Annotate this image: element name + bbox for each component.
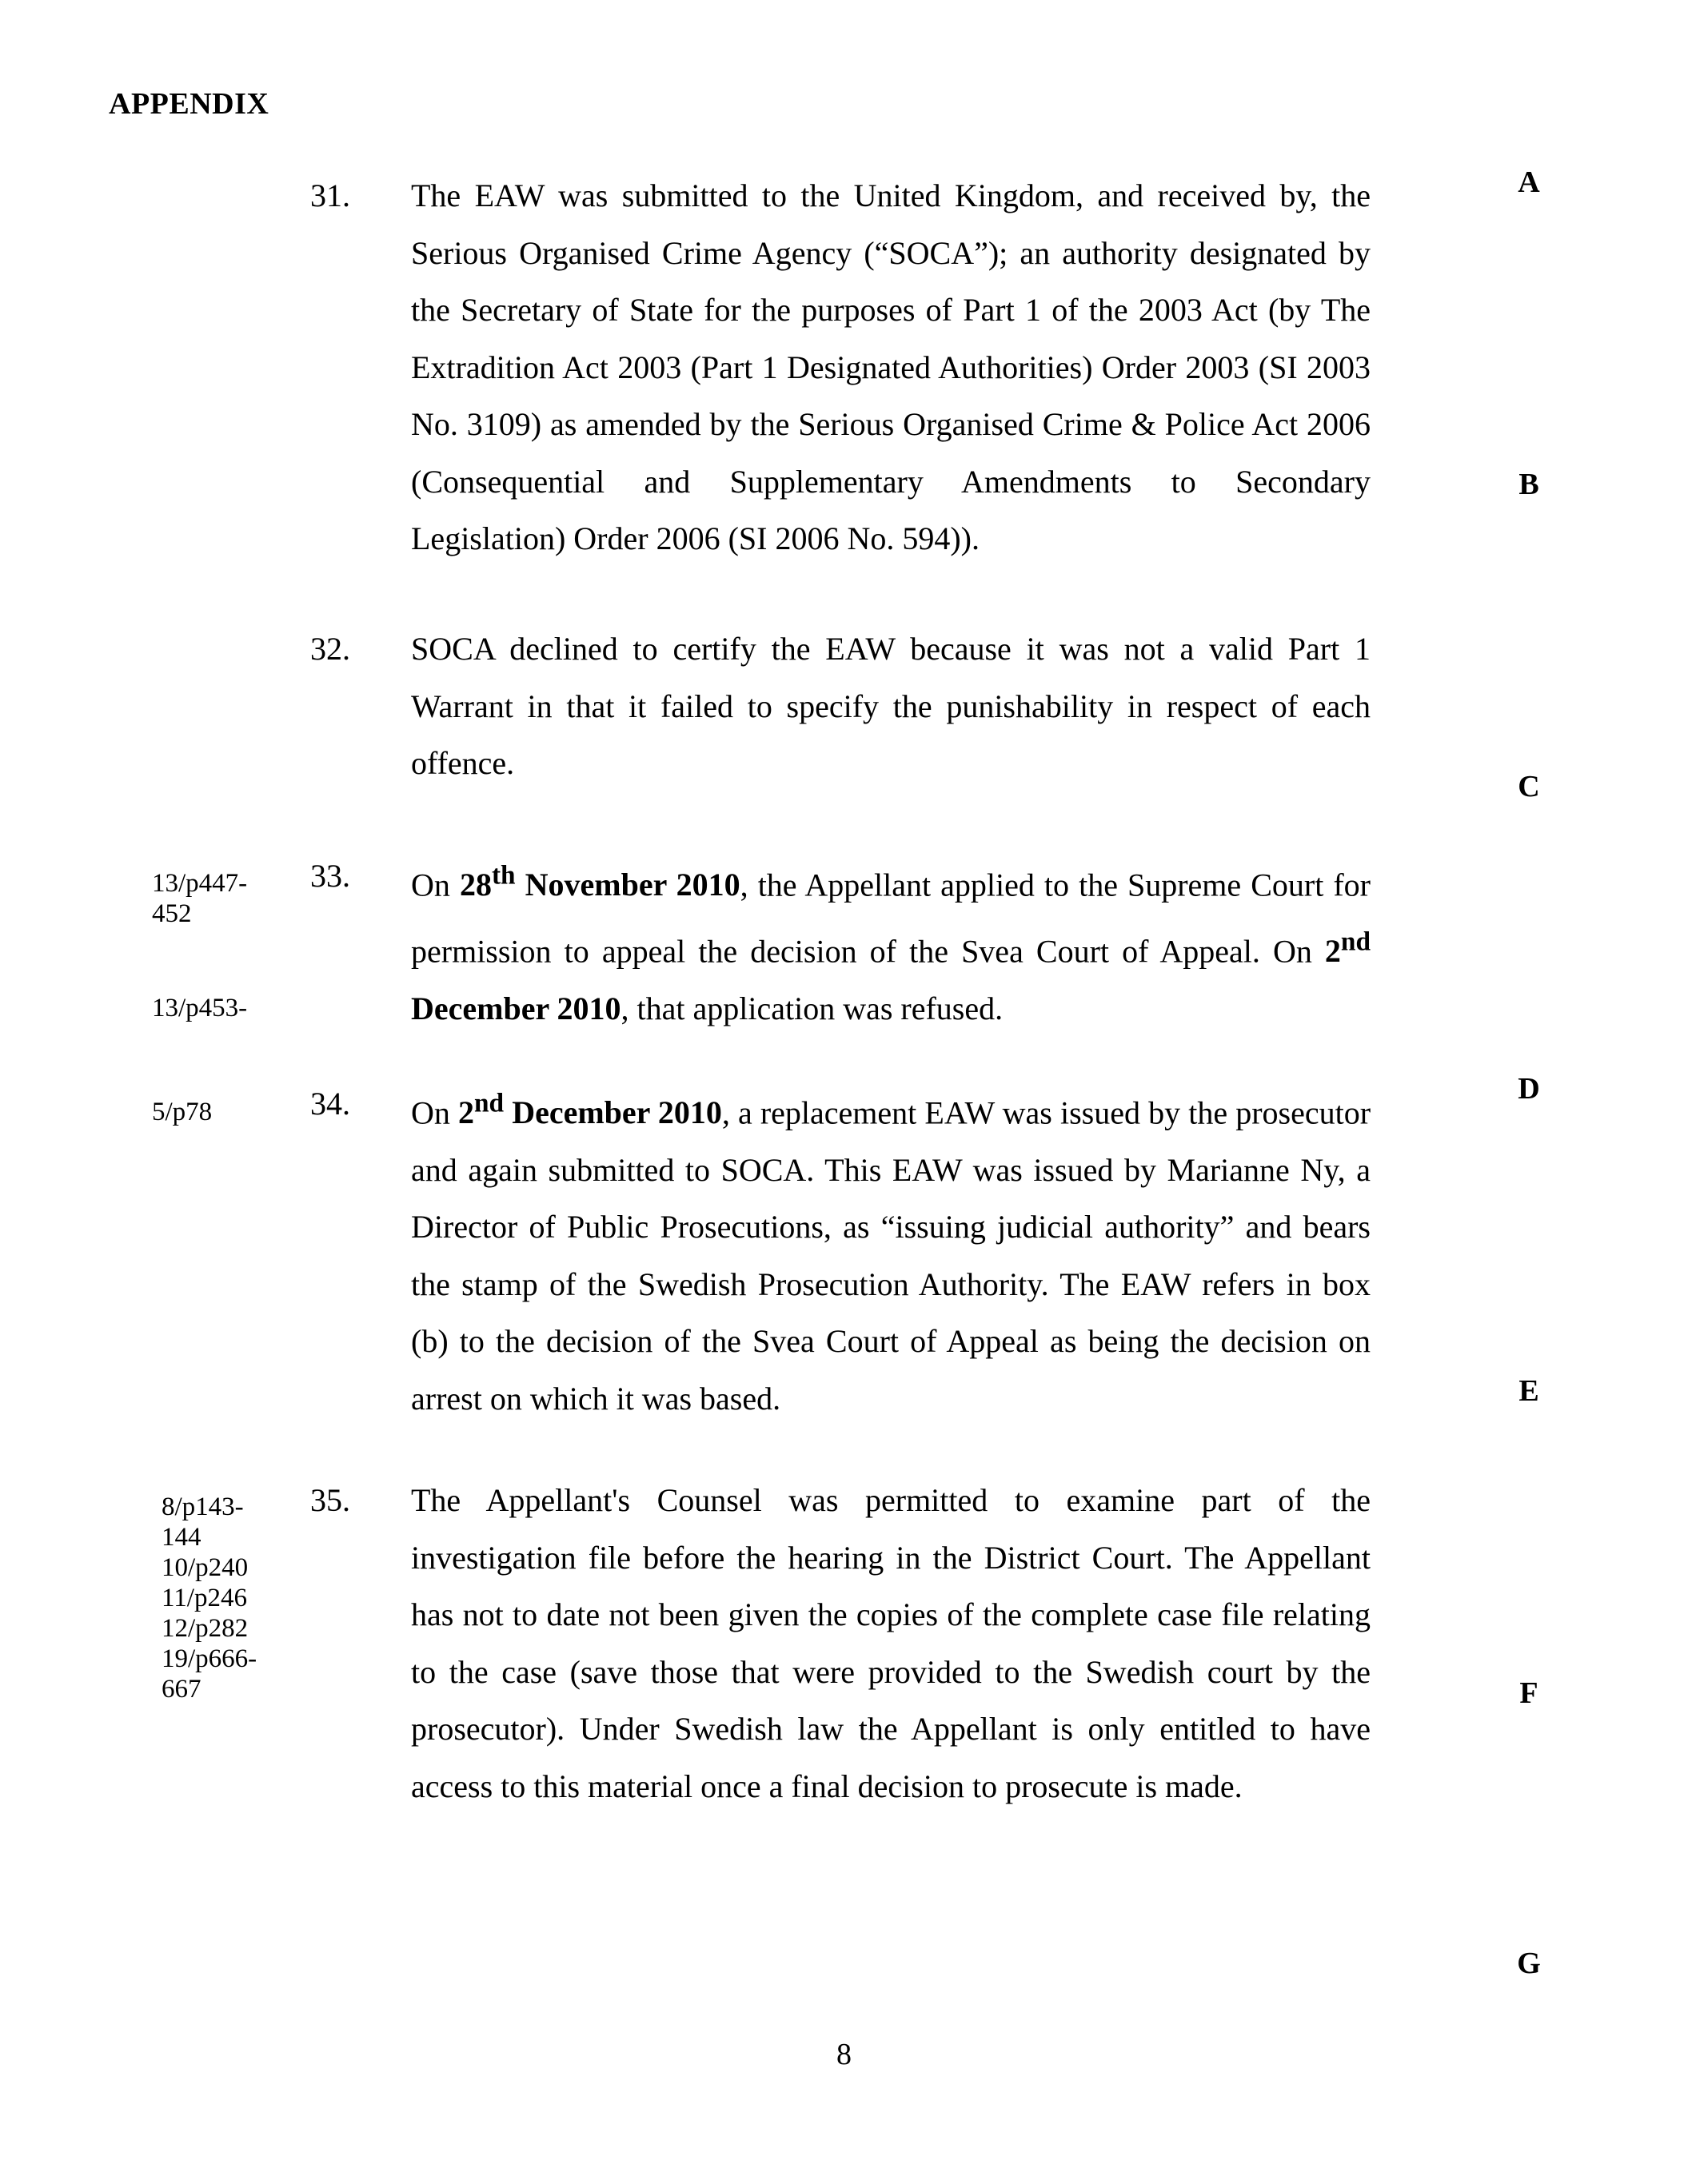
page-heading: APPENDIX bbox=[109, 87, 269, 121]
margin-letter-a: A bbox=[1518, 165, 1540, 199]
margin-letter-c: C bbox=[1518, 770, 1540, 803]
paragraph-number-33: 33. bbox=[310, 858, 350, 894]
margin-letter-b: B bbox=[1518, 468, 1539, 501]
margin-reference-note: 5/p78 bbox=[152, 1098, 213, 1126]
margin-letter-f: F bbox=[1519, 1676, 1538, 1710]
paragraph-32: SOCA declined to certify the EAW because it was not a valid Part 1 Warrant in that it failed to specify the punishability in respect of each offence. bbox=[411, 631, 1371, 781]
margin-letter-e: E bbox=[1518, 1374, 1539, 1408]
paragraph-33: On 28th November 2010, the Appellant applied to the Supreme Court for permission to appeal the decision of the Svea Court of Appeal. On 2nd December 2010, that application was refused. bbox=[411, 861, 1371, 1026]
margin-reference-note: 8/p143- 144 10/p240 11/p246 12/p282 19/p666- 667 bbox=[162, 1493, 257, 1704]
paragraph-number-34: 34. bbox=[310, 1086, 350, 1122]
margin-reference-note: 13/p447- 452 bbox=[152, 869, 248, 928]
paragraph-number-31: 31. bbox=[310, 177, 350, 213]
margin-letter-g: G bbox=[1517, 1947, 1541, 1980]
paragraph-35: The Appellant's Counsel was permitted to examine part of the investigation file before the hearing in the District Court. The Appellant has not to date not been given the copies of the complete case file relating to the case (save those that were provided to the Swedish court by the prosecutor). Under Swedish law the Appellant is only entitled to have access to this material once a final decision to prosecute is made. bbox=[411, 1482, 1371, 1804]
paragraph-number-32: 32. bbox=[310, 631, 350, 667]
margin-reference-note: 13/p453- bbox=[152, 994, 248, 1022]
margin-letter-d: D bbox=[1518, 1072, 1540, 1106]
page-number: 8 bbox=[836, 2038, 852, 2071]
paragraph-number-35: 35. bbox=[310, 1482, 350, 1518]
paragraph-31: The EAW was submitted to the United Kingdom, and received by, the Serious Organised Crime Agency (“SOCA”); an authority designated by the Secretary of State for the purposes of Part 1 of the 2003 Act (by The Extradition Act 2003 (Part 1 Designated Authorities) Order 2003 (SI 2003 No. 3109) as amended by the Serious Organised Crime & Police Act 2006 (Consequential and Supplementary Amendments to Secondary Legislation) Order 2006 (SI 2006 No. 594)). bbox=[411, 177, 1371, 556]
paragraph-34: On 2nd December 2010, a replacement EAW was issued by the prosecutor and again submitted to SOCA. This EAW was issued by Marianne Ny, a Director of Public Prosecutions, as “issuing judicial authority” and bears the stamp of the Swedish Prosecution Authority. The EAW refers in box (b) to the decision of the Svea Court of Appeal as being the decision on arrest on which it was based. bbox=[411, 1089, 1371, 1417]
